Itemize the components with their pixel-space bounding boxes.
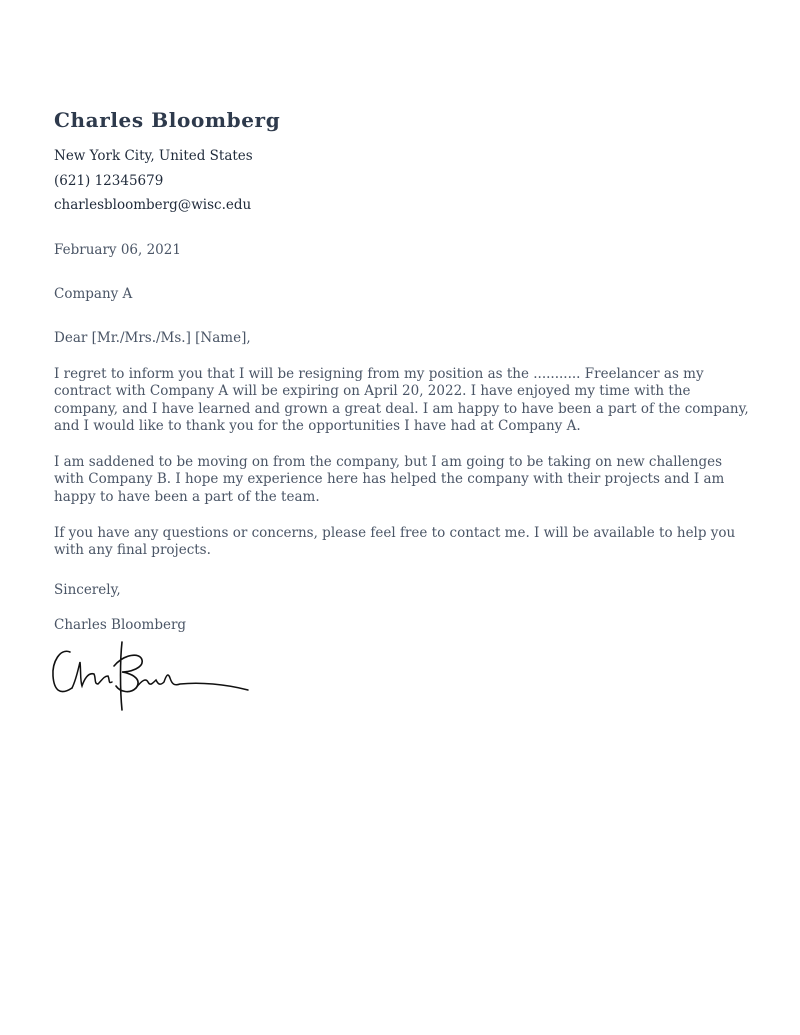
handwritten-signature: [50, 640, 254, 712]
sender-contact-block: [54, 144, 754, 218]
body-paragraph-3: If you have any questions or concerns, please feel free to contact me. I will be available to help you with any final projects.: [54, 524, 736, 559]
sender-name: Charles Bloomberg: [54, 108, 281, 132]
closing: Sincerely,: [54, 581, 121, 598]
salutation: Dear [Mr./Mrs./Ms.] [Name],: [54, 329, 251, 346]
body-paragraph-1: I regret to inform you that I will be resigning from my position as the ........... Freelancer as my contract with Company A will be expiring on April 20, 2022. I have enjoyed my time with the company, and I have learned and grown a great deal. I am happy to have been a part of the company, and I would like to thank you for the opportunities I have had at Company A.: [54, 365, 749, 435]
recipient-company: Company A: [54, 285, 133, 302]
sender-email: charlesbloomberg@wisc.edu: [54, 197, 252, 213]
body-paragraph-2: I am saddened to be moving on from the company, but I am going to be taking on new challenges with Company B. I hope my experience here has helped the company with their projects and I am happy to have been a part of the team.: [54, 453, 725, 506]
signature-stroke-c: [53, 651, 72, 691]
sender-phone: (621) 12345679: [54, 172, 164, 189]
signature-stroke-h: [72, 662, 112, 688]
signature-stroke-tail: [136, 675, 248, 690]
sender-location: New York City, United States: [54, 148, 253, 164]
letter-date: February 06, 2021: [54, 241, 181, 258]
resignation-letter: [54, 104, 754, 637]
signature-stroke-b: [114, 642, 142, 710]
signer-name: Charles Bloomberg: [54, 616, 187, 633]
